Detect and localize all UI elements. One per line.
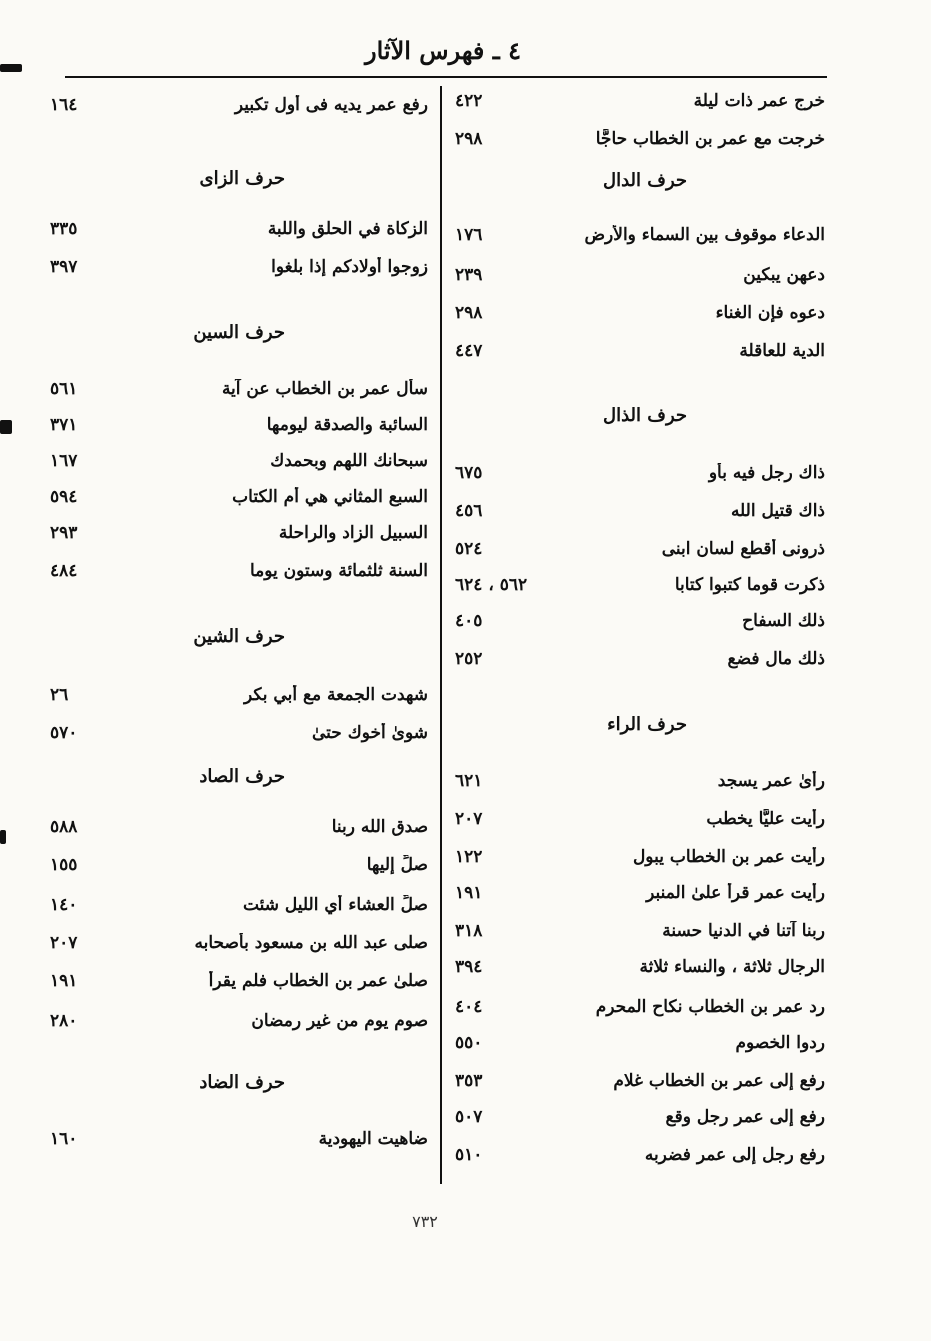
entry-page-number: ٢٦ xyxy=(50,685,69,705)
entry-page-number: ٥٦١ xyxy=(50,379,78,399)
entry-text: صلى عبد الله بن مسعود بأصحابه xyxy=(194,933,428,953)
index-entry xyxy=(50,888,428,922)
entry-text: الزكاة في الحلق واللبة xyxy=(267,219,428,239)
index-entry xyxy=(455,950,825,984)
index-entry xyxy=(50,516,428,550)
section-heading: حرف الضاد xyxy=(199,1072,285,1093)
entry-page-number: ٣٩٧ xyxy=(50,257,78,277)
entry-page-number: ٥٨٨ xyxy=(50,817,78,837)
index-entry xyxy=(455,914,825,948)
index-entry xyxy=(50,1004,428,1038)
index-entry xyxy=(50,678,428,712)
index-entry xyxy=(455,990,825,1024)
entry-page-number: ٣١٨ xyxy=(455,921,483,941)
index-entry xyxy=(50,848,428,882)
entry-text: زوجوا أولادكم إذا بلغوا xyxy=(271,257,428,277)
entry-page-number: ١٦٤ xyxy=(50,95,78,115)
entry-text: خرجت مع عمر بن الخطاب حاجًّا xyxy=(595,129,825,149)
entry-text: ضاهيت اليهودية xyxy=(318,1129,428,1149)
entry-text: ذاك قتيل الله xyxy=(730,501,825,521)
entry-text: رأىٰ عمر يسجد xyxy=(717,771,825,791)
entry-text: السائبة والصدقة ليومها xyxy=(266,415,428,435)
index-entry xyxy=(455,568,825,602)
entry-page-number: ٥٢٤ xyxy=(455,539,483,559)
entry-text: ردوا الخصوم xyxy=(735,1033,825,1053)
index-entry xyxy=(455,1138,825,1172)
scan-speck xyxy=(0,830,6,844)
entry-text: ذرونى أقطع لسان ابنى xyxy=(661,539,825,559)
entry-text: الدية للعاقلة xyxy=(739,341,825,361)
entry-text: صلىٰ عمر بن الخطاب فلم يقرأ xyxy=(208,971,428,991)
entry-page-number: ٥٧٠ xyxy=(50,723,78,743)
index-entry xyxy=(455,218,825,252)
scan-speck xyxy=(0,64,22,72)
entry-text: ذكرت قوما كتبوا كتابا xyxy=(674,575,825,595)
index-entry xyxy=(455,764,825,798)
page-title: ٤ ـ فهرس الآثار xyxy=(365,36,521,65)
index-entry xyxy=(50,716,428,750)
entry-page-number: ٤٥٦ xyxy=(455,501,483,521)
index-entry xyxy=(50,88,428,122)
index-entry xyxy=(50,926,428,960)
entry-page-number: ٥١٠ xyxy=(455,1145,483,1165)
scan-speck xyxy=(0,420,12,434)
entry-page-number: ٢٩٨ xyxy=(455,129,483,149)
entry-page-number: ٢٣٩ xyxy=(455,265,483,285)
entry-page-number: ٤٨٤ xyxy=(50,561,78,581)
index-entry xyxy=(455,876,825,910)
index-entry xyxy=(455,296,825,330)
entry-page-number: ٣٣٥ xyxy=(50,219,78,239)
entry-page-number: ١٢٢ xyxy=(455,847,483,867)
entry-page-number: ٥٦٢ ، ٦٢٤ xyxy=(455,575,528,595)
entry-page-number: ٣٩٤ xyxy=(455,957,483,977)
entry-page-number: ١٦٧ xyxy=(50,451,78,471)
index-entry xyxy=(455,1064,825,1098)
entry-text: دعهن يبكين xyxy=(743,265,825,285)
entry-text: ذاك رجل فيه بأو xyxy=(708,463,825,483)
entry-text: رأيت عمر قرأ علىٰ المنبر xyxy=(646,883,825,903)
entry-page-number: ٤٠٥ xyxy=(455,611,483,631)
entry-text: السنة ثلثمائة وستون يوما xyxy=(249,561,428,581)
section-heading: حرف الدال xyxy=(603,170,687,191)
entry-page-number: ٢٠٧ xyxy=(50,933,78,953)
index-entry xyxy=(455,532,825,566)
entry-page-number: ٢٩٣ xyxy=(50,523,78,543)
entry-page-number: ٤٤٧ xyxy=(455,341,483,361)
index-entry xyxy=(50,408,428,442)
entry-page-number: ٤٢٢ xyxy=(455,91,483,111)
index-entry xyxy=(50,250,428,284)
section-heading: حرف الذال xyxy=(603,405,687,426)
entry-text: ذلك السفاح xyxy=(742,611,825,631)
entry-page-number: ٣٥٣ xyxy=(455,1071,483,1091)
index-entry xyxy=(50,810,428,844)
index-entry xyxy=(50,964,428,998)
entry-text: السبع المثاني هي أم الكتاب xyxy=(232,487,428,507)
entry-page-number: ١٥٥ xyxy=(50,855,78,875)
entry-text: شوىٰ أخوك حتىٰ xyxy=(311,723,428,743)
entry-page-number: ٢٠٧ xyxy=(455,809,483,829)
entry-page-number: ٤٠٤ xyxy=(455,997,483,1017)
entry-text: رأيت عمر بن الخطاب يبول xyxy=(632,847,825,867)
entry-text: رفع عمر يديه فى أول تكبير xyxy=(234,95,428,115)
section-heading: حرف الزاى xyxy=(199,168,285,189)
index-entry xyxy=(455,1100,825,1134)
index-entry xyxy=(455,122,825,156)
section-heading: حرف الراء xyxy=(607,714,687,735)
index-entry xyxy=(455,642,825,676)
entry-text: رفع إلى عمر بن الخطاب غلام xyxy=(613,1071,825,1091)
index-entry xyxy=(455,494,825,528)
entry-text: سأل عمر بن الخطاب عن آية xyxy=(221,379,428,399)
index-entry xyxy=(50,554,428,588)
entry-page-number: ١٦٠ xyxy=(50,1129,78,1149)
entry-page-number: ٥٩٤ xyxy=(50,487,78,507)
entry-text: خرج عمر ذات ليلة xyxy=(693,91,825,111)
entry-text: صدق الله ربنا xyxy=(331,817,428,837)
title-rule xyxy=(65,76,827,78)
index-entry xyxy=(50,1122,428,1156)
entry-page-number: ١٤٠ xyxy=(50,895,78,915)
entry-text: سبحانك اللهم وبحمدك xyxy=(270,451,428,471)
index-entry xyxy=(455,258,825,292)
index-entry xyxy=(50,444,428,478)
entry-text: ربنا آتنا في الدنيا حسنة xyxy=(662,921,825,941)
entry-text: رفع رجل إلى عمر فضربه xyxy=(644,1145,825,1165)
entry-page-number: ٥٠٧ xyxy=(455,1107,483,1127)
entry-text: صلِّ العشاء أي الليل شئت xyxy=(242,895,428,915)
entry-text: السبيل الزاد والراحلة xyxy=(278,523,428,543)
entry-page-number: ٢٩٨ xyxy=(455,303,483,323)
page-number: ٧٣٢ xyxy=(412,1212,438,1231)
entry-page-number: ٦٢١ xyxy=(455,771,483,791)
entry-text: صوم يوم من غير رمضان xyxy=(251,1011,428,1031)
index-entry xyxy=(455,334,825,368)
column-divider xyxy=(440,86,442,1184)
index-entry xyxy=(455,802,825,836)
entry-page-number: ١٩١ xyxy=(455,883,483,903)
entry-text: رأيت عليًّا يخطب xyxy=(706,809,825,829)
index-entry xyxy=(455,1026,825,1060)
entry-page-number: ١٧٦ xyxy=(455,225,483,245)
entry-text: شهدت الجمعة مع أبي بكر xyxy=(244,685,428,705)
section-heading: حرف الصاد xyxy=(199,766,285,787)
index-entry xyxy=(455,604,825,638)
section-heading: حرف السين xyxy=(193,322,285,343)
entry-page-number: ١٩١ xyxy=(50,971,78,991)
entry-text: رفع إلى عمر رجل وقع xyxy=(665,1107,825,1127)
index-entry xyxy=(455,84,825,118)
entry-text: رد عمر بن الخطاب نكاح المحرم xyxy=(595,997,825,1017)
entry-text: الرجال ثلاثة ، والنساء ثلاثة xyxy=(639,957,825,977)
entry-page-number: ٢٥٢ xyxy=(455,649,483,669)
entry-text: دعوه فإن الغناء xyxy=(715,303,825,323)
index-entry xyxy=(455,840,825,874)
entry-text: ذلك مال فضع xyxy=(727,649,825,669)
index-entry xyxy=(455,456,825,490)
entry-page-number: ٣٧١ xyxy=(50,415,78,435)
section-heading: حرف الشين xyxy=(193,626,285,647)
entry-text: الدعاء موقوف بين السماء والأرض xyxy=(584,225,825,245)
entry-text: صلِّ إليها xyxy=(366,855,428,875)
index-entry xyxy=(50,212,428,246)
index-entry xyxy=(50,480,428,514)
entry-page-number: ٦٧٥ xyxy=(455,463,483,483)
entry-page-number: ٢٨٠ xyxy=(50,1011,78,1031)
entry-page-number: ٥٥٠ xyxy=(455,1033,483,1053)
index-entry xyxy=(50,372,428,406)
